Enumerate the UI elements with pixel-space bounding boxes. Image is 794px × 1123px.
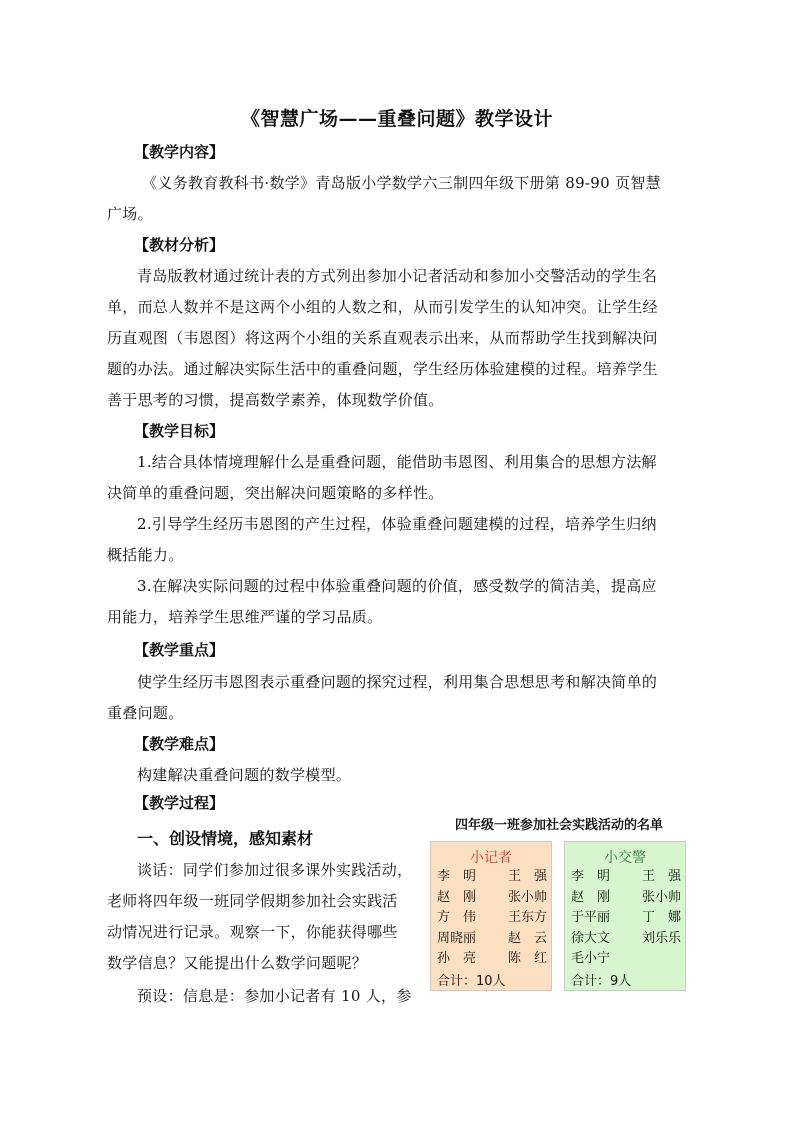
- traffic-list-box: [564, 841, 686, 991]
- student-name: 赵 云: [507, 930, 547, 946]
- process-line: 老师将四年级一班同学假期参加社会实践活: [107, 892, 398, 910]
- goal-line: 1.结合具体情境理解什么是重叠问题，能借助韦恩图、利用集合的思想方法解: [137, 453, 657, 471]
- roster-title: 四年级一班参加社会实践活动的名单: [454, 818, 663, 833]
- student-name: 李 明: [571, 869, 611, 884]
- student-name: 刘乐乐: [641, 930, 681, 946]
- name-row: [571, 867, 681, 888]
- traffic-list-title: 小交警: [604, 850, 646, 866]
- student-name: 赵 刚: [571, 889, 611, 905]
- heading-material-analysis: 【教材分析】: [134, 236, 225, 254]
- student-name: 张小帅: [507, 889, 547, 905]
- student-name: 陈 红: [507, 951, 547, 966]
- name-row: [437, 867, 547, 888]
- student-name: 孙 亮: [437, 951, 477, 966]
- name-row: [571, 908, 681, 929]
- student-name: 王 强: [641, 869, 681, 884]
- student-name: 李 明: [437, 869, 477, 884]
- subheading-situation: 一、创设情境，感知素材: [137, 829, 314, 848]
- heading-teaching-goals: 【教学目标】: [134, 422, 225, 440]
- student-name: 周晓丽: [437, 930, 477, 946]
- student-name: 于平丽: [571, 910, 611, 925]
- student-name: 丁 娜: [641, 910, 681, 925]
- analysis-line: 历直观图（韦恩图）将这两个小组的关系直观表示出来，从而帮助学生找到解决问: [107, 329, 658, 347]
- goal-line: 用能力，培养学生思维严谨的学习品质。: [107, 608, 383, 626]
- student-name: 张小帅: [641, 889, 681, 905]
- name-row: [571, 949, 681, 970]
- difficulty-line: 构建解决重叠问题的数学模型。: [137, 766, 352, 784]
- analysis-line: 青岛版教材通过统计表的方式列出参加小记者活动和参加小交警活动的学生名: [137, 267, 658, 285]
- name-row: [437, 908, 547, 929]
- process-line: 数学信息？又能提出什么数学问题呢？: [107, 954, 368, 972]
- process-line: 动情况进行记录。观察一下，你能获得哪些: [107, 923, 398, 941]
- student-name: 徐大文: [571, 930, 611, 946]
- goal-line: 概括能力。: [107, 546, 184, 564]
- keypoint-line: 使学生经历韦恩图表示重叠问题的探究过程，利用集合思想思考和解决简单的: [137, 673, 658, 691]
- name-row: [571, 929, 681, 950]
- process-line: 谈话：同学们参加过很多课外实践活动，: [137, 861, 413, 879]
- document-title: 《智慧广场——重叠问题》教学设计: [240, 108, 553, 130]
- heading-key-point: 【教学重点】: [134, 641, 225, 659]
- analysis-line: 题的办法。通过解决实际生活中的重叠问题，学生经历体验建模的过程。培养学生: [107, 360, 658, 378]
- analysis-line: 善于思考的习惯，提高数学素养，体现数学价值。: [107, 391, 444, 409]
- student-name: 王 强: [507, 869, 547, 884]
- reporter-list-title: 小记者: [470, 850, 512, 866]
- heading-teaching-content: 【教学内容】: [134, 143, 225, 161]
- student-name: 方 伟: [437, 910, 477, 925]
- student-name: 赵 刚: [437, 889, 477, 905]
- process-line: 预设：信息是：参加小记者有 10 人，参: [137, 987, 412, 1005]
- name-row: [437, 888, 547, 909]
- student-name: 王东方: [507, 910, 547, 925]
- heading-difficulty: 【教学难点】: [134, 735, 225, 753]
- reporter-list-box: [430, 841, 552, 991]
- name-row: [437, 949, 547, 970]
- keypoint-line: 重叠问题。: [107, 704, 184, 722]
- traffic-total: 合计：9人: [571, 974, 632, 989]
- traffic-names: [571, 867, 681, 970]
- goal-line: 决简单的重叠问题，突出解决问题策略的多样性。: [107, 484, 444, 502]
- analysis-line: 单，而总人数并不是这两个小组的人数之和，从而引发学生的认知冲突。让学生经: [107, 298, 658, 316]
- goal-line: 3.在解决实际问题的过程中体验重叠问题的价值，感受数学的简洁美，提高应: [137, 577, 657, 595]
- goal-line: 2.引导学生经历韦恩图的产生过程，体验重叠问题建模的过程，培养学生归纳: [137, 515, 657, 533]
- content-line: 广场。: [107, 205, 153, 223]
- reporter-names: [437, 867, 547, 970]
- reporter-total: 合计：10人: [437, 974, 506, 989]
- name-row: [437, 929, 547, 950]
- student-name: 毛小宁: [571, 951, 611, 966]
- heading-teaching-process: 【教学过程】: [134, 794, 225, 812]
- name-row: [571, 888, 681, 909]
- content-line: 《义务教育教科书·数学》青岛版小学数学六三制四年级下册第 89-90 页智慧: [142, 174, 661, 192]
